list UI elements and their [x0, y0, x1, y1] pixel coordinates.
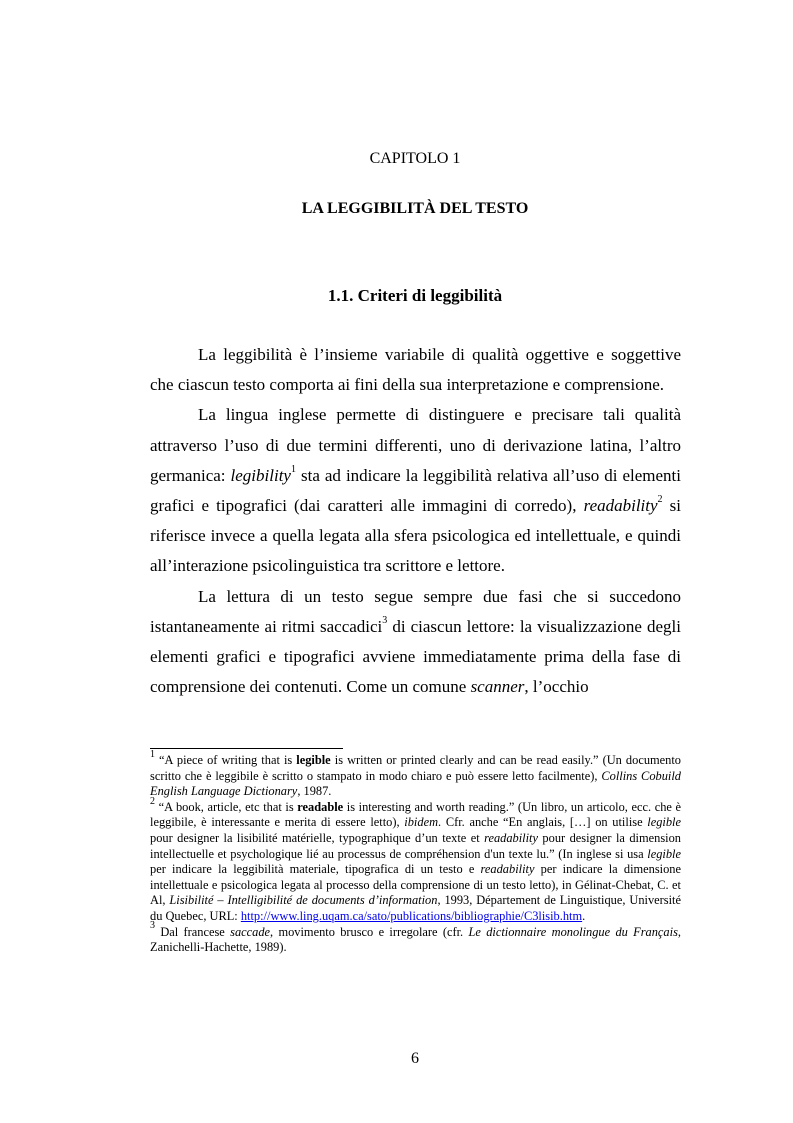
footnote-1-number: 1	[150, 748, 155, 760]
fn2-text-b: is interesting and worth reading.” (Un libro, un articolo, ecc. che è leggibile, è interessante e merita di essere letto),	[150, 799, 681, 830]
fn2-text-a: “A book, article, etc that is	[155, 799, 298, 814]
fn1-text-b: is written or printed clearly and can be read easily.” (Un documento scritto che è leggibile è scritto o stampato in modo chiaro e può essere letto facilmente),	[150, 753, 681, 783]
fn2-url-link[interactable]: http://www.ling.uqam.ca/sato/publications/bibliographie/C3lisib.htm	[240, 908, 583, 923]
fn2-text-f: per indicare la leggibilità materiale, tipografica di un testo e	[150, 862, 481, 877]
fn2-readability-1: readability	[484, 830, 538, 845]
fn2-text-h: , 1993, Département de Linguistique, Université du Quebec, URL:	[150, 893, 681, 923]
p2-text-a: La lingua inglese permette di distinguere e precisare tali qualità attraverso l’uso di due termini differenti, uno di derivazione latina, l’altro germanica:	[150, 405, 681, 485]
paragraph-3	[150, 582, 681, 703]
fn1-text-a: “A piece of writing that is	[155, 753, 297, 767]
fn2-text-c: . Cfr. anche “En anglais, […] on utilise	[438, 815, 648, 830]
fn2-ibidem: ibidem	[404, 815, 439, 830]
footnote-3-number: 3	[150, 920, 155, 932]
p2-text-c: si riferisce invece a quella legata alla sfera psicologica ed intellettuale, e quindi all’interazione psicolinguistica tra scrittore e lettore.	[150, 496, 681, 576]
fn1-bold-legible: legible	[296, 753, 331, 767]
fn1-source: Collins Cobuild English Language Dictionary	[150, 768, 681, 799]
footnote-ref-3: 3	[382, 615, 388, 627]
footnote-ref-1: 1	[290, 464, 296, 476]
p3-text-b: di ciascun lettore: la visualizzazione degli elementi grafici e tipografici avviene immediatamente prima della fase di comprensione dei contenuti. Come un comune	[150, 616, 681, 697]
fn3-text-c: , Zanichelli-Hachette, 1989).	[150, 924, 682, 955]
fn2-legible-2: legible	[647, 846, 681, 861]
fn3-term-saccade: saccade	[230, 924, 271, 939]
footnote-ref-2: 2	[657, 494, 663, 506]
fn3-text-b: , movimento brusco e irregolare (cfr.	[270, 924, 469, 939]
fn2-source-title: Lisibilité – Intelligibilité de documents d’information	[169, 893, 438, 908]
footnote-3	[150, 920, 682, 956]
p3-text-c: , l’occhio	[524, 677, 589, 697]
paragraph-2	[150, 400, 681, 581]
term-scanner: scanner	[470, 677, 525, 697]
section-title: 1.1. Criteri di leggibilità	[327, 286, 503, 305]
fn2-text-g: per indicare la dimensione intellettuale e psicologica legata al processo della comprensione di un testo letto), in Gélinat-Chebat, C. et Al,	[150, 862, 681, 908]
footnote-2-number: 2	[150, 795, 155, 807]
chapter-label: CAPITOLO 1	[369, 150, 461, 167]
footnote-separator	[150, 748, 343, 749]
fn2-legible-1: legible	[647, 815, 681, 830]
page-number: 6	[411, 1050, 419, 1067]
p3-text-a: La lettura di un testo segue sempre due fasi che si succedono istantaneamente ai ritmi saccadici	[150, 586, 681, 636]
footnote-1	[150, 748, 681, 800]
p2-text-b: sta ad indicare la leggibilità relativa all’uso di elementi grafici e tipografici (dai caratteri alle immagini di corredo),	[150, 465, 681, 516]
fn1-text-c: , 1987.	[297, 784, 332, 799]
fn2-text-d: pour designer la lisibilité matérielle, typographique d’un texte et	[150, 830, 485, 845]
fn2-text-i: .	[582, 908, 586, 923]
fn2-readability-2: readability	[480, 862, 535, 877]
footnotes	[150, 748, 682, 956]
term-legibility: legibility	[230, 465, 291, 485]
fn2-text-e: pour designer la dimension intellectuelle et psychologique lié au processus de compréhension d'un texte lu.” (In inglese si usa	[150, 830, 681, 861]
paragraph-1: La leggibilità è l’insieme variabile di qualità oggettive e soggettive che ciascun testo comporta ai fini della sua interpretazione e comprensione.	[150, 345, 681, 395]
term-readability: readability	[583, 496, 658, 516]
footnote-2	[150, 795, 681, 925]
fn3-source-title: Le dictionnaire monolingue du Français	[468, 924, 678, 939]
fn3-text-a: Dal francese	[155, 924, 231, 939]
chapter-title: LA LEGGIBILITÀ DEL TESTO	[301, 200, 529, 217]
body-text	[150, 340, 681, 702]
fn2-bold-readable: readable	[297, 799, 344, 814]
